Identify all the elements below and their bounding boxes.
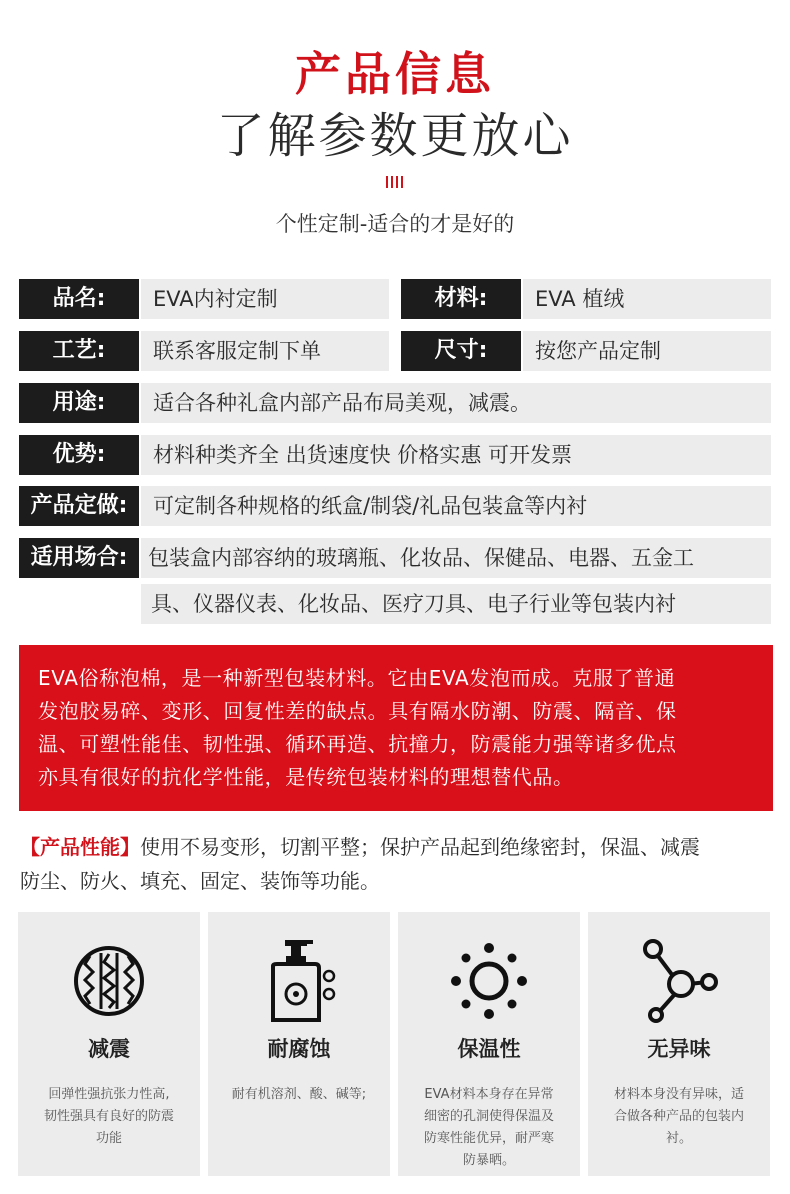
performance-line: 防尘、防火、填充、固定、装饰等功能。 <box>20 869 380 893</box>
spec-label-size: 尺寸: <box>401 331 521 371</box>
tagline: 个性定制-适合的才是好的 <box>275 212 515 236</box>
spec-label-advantage: 优势: <box>19 435 139 475</box>
intro-line: 亦具有很好的抗化学性能，是传统包装材料的理想替代品。 <box>38 765 574 789</box>
feature-desc-line: 功能 <box>95 1131 122 1146</box>
feature-desc-line: 回弹性强抗张力性高, <box>48 1087 170 1102</box>
feature-desc-line: 材料本身没有异味，适 <box>613 1087 744 1102</box>
feature-desc <box>26 1084 192 1150</box>
spec-value-advantage: 材料种类齐全 出货速度快 价格实惠 可开发票 <box>141 435 771 475</box>
intro-box <box>19 645 773 811</box>
spec-label-use: 用途: <box>19 383 139 423</box>
feature-desc-line: EVA材料本身存在异常 <box>424 1087 554 1102</box>
feature-desc-line: 衬。 <box>665 1131 692 1146</box>
feature-title: 无异味 <box>647 1037 711 1061</box>
spec-value-material: EVA 植绒 <box>523 279 771 319</box>
feature-desc-line: 合做各种产品的包装内 <box>613 1109 744 1124</box>
spec-label-craft: 工艺: <box>19 331 139 371</box>
spec-value-use: 适合各种礼盒内部产品布局美观，减震。 <box>141 383 771 423</box>
feature-desc <box>216 1084 382 1106</box>
spec-value-name: EVA内衬定制 <box>141 279 389 319</box>
spec-label-scene: 适用场合: <box>19 538 139 578</box>
spec-value-size: 按您产品定制 <box>523 331 771 371</box>
spec-label-custom: 产品定做: <box>19 486 139 526</box>
spec-value-craft: 联系客服定制下单 <box>141 331 389 371</box>
feature-desc-line: 细密的孔洞使得保温及 <box>423 1109 554 1124</box>
spec-value-scene-line1: 包装盒内部容纳的玻璃瓶、化妆品、保健品、电器、五金工 <box>141 538 771 578</box>
feature-desc-line: 防暴晒。 <box>462 1153 515 1168</box>
feature-card-shock <box>18 912 200 1176</box>
intro-line: 温、可塑性能佳、韧性强、循环再造、抗撞力，防震能力强等诸多优点 <box>38 732 677 756</box>
feature-card-insulation <box>398 912 580 1176</box>
page-subtitle: 了解参数更放心 <box>216 108 574 164</box>
sun-icon <box>449 936 529 1026</box>
intro-line: EVA俗称泡棉，是一种新型包装材料。它由EVA发泡而成。克服了普通 <box>38 666 676 690</box>
spec-label-material: 材料: <box>401 279 521 319</box>
shock-absorb-icon <box>69 936 149 1026</box>
feature-desc <box>596 1084 762 1150</box>
page-title: 产品信息 <box>295 47 495 101</box>
feature-title: 耐腐蚀 <box>267 1037 331 1061</box>
performance-line: 使用不易变形，切割平整；保护产品起到绝缘密封，保温、减震 <box>140 835 700 859</box>
feature-title: 保温性 <box>457 1037 521 1061</box>
spec-value-scene-line2: 具、仪器仪表、化妆品、医疗刀具、电子行业等包装内衬 <box>141 584 771 624</box>
feature-desc-line: 耐有机溶剂、酸、碱等; <box>231 1087 367 1102</box>
performance-text <box>20 830 772 898</box>
spec-label-name: 品名: <box>19 279 139 319</box>
feature-desc-line: 韧性强具有良好的防震 <box>43 1109 174 1124</box>
lotion-bottle-icon <box>259 936 339 1026</box>
divider-ornament <box>384 176 406 190</box>
feature-card-corrosion <box>208 912 390 1176</box>
feature-card-odorless <box>588 912 770 1176</box>
intro-line: 发泡胶易碎、变形、回复性差的缺点。具有隔水防潮、防震、隔音、保 <box>38 699 677 723</box>
performance-tag: 【产品性能】 <box>20 835 140 859</box>
spec-value-custom: 可定制各种规格的纸盒/制袋/礼品包装盒等内衬 <box>141 486 771 526</box>
feature-desc <box>406 1084 572 1172</box>
feature-desc-line: 防寒性能优异，耐严寒 <box>423 1131 554 1146</box>
feature-title: 减震 <box>88 1037 130 1061</box>
molecule-icon <box>639 936 719 1026</box>
